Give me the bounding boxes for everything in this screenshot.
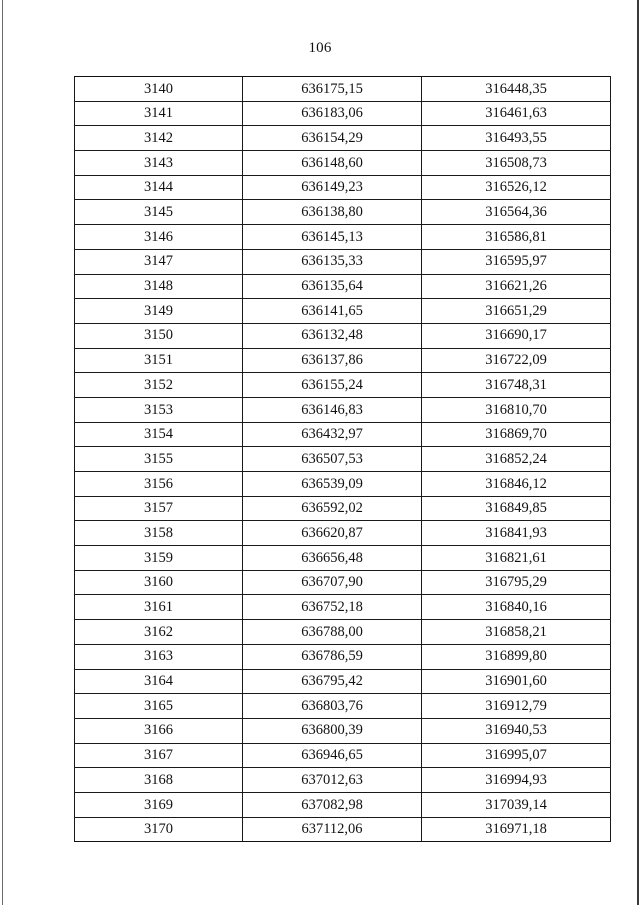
table-row — [75, 570, 611, 595]
table-row — [75, 694, 611, 719]
x-coordinate-cell: 636800,39 — [243, 718, 422, 743]
table-row — [75, 200, 611, 225]
point-number-cell: 3145 — [75, 200, 243, 225]
y-coordinate-cell: 316821,61 — [422, 546, 611, 571]
point-number-cell: 3161 — [75, 595, 243, 620]
point-number-cell: 3167 — [75, 743, 243, 768]
table-row — [75, 669, 611, 694]
table-row — [75, 620, 611, 645]
x-coordinate-cell: 636183,06 — [243, 101, 422, 126]
table-row — [75, 472, 611, 497]
point-number-cell: 3168 — [75, 768, 243, 793]
table-row — [75, 792, 611, 817]
y-coordinate-cell: 316852,24 — [422, 447, 611, 472]
y-coordinate-cell: 316840,16 — [422, 595, 611, 620]
point-number-cell: 3152 — [75, 373, 243, 398]
x-coordinate-cell: 636132,48 — [243, 323, 422, 348]
y-coordinate-cell: 316995,07 — [422, 743, 611, 768]
y-coordinate-cell: 316846,12 — [422, 472, 611, 497]
point-number-cell: 3149 — [75, 299, 243, 324]
point-number-cell: 3150 — [75, 323, 243, 348]
point-number-cell: 3154 — [75, 422, 243, 447]
coordinates-table — [74, 76, 611, 842]
table-row — [75, 743, 611, 768]
point-number-cell: 3163 — [75, 644, 243, 669]
point-number-cell: 3165 — [75, 694, 243, 719]
point-number-cell: 3156 — [75, 472, 243, 497]
y-coordinate-cell: 316526,12 — [422, 175, 611, 200]
point-number-cell: 3162 — [75, 620, 243, 645]
x-coordinate-cell: 636135,64 — [243, 274, 422, 299]
x-coordinate-cell: 636592,02 — [243, 496, 422, 521]
x-coordinate-cell: 636795,42 — [243, 669, 422, 694]
y-coordinate-cell: 316810,70 — [422, 397, 611, 422]
x-coordinate-cell: 636803,76 — [243, 694, 422, 719]
x-coordinate-cell: 636155,24 — [243, 373, 422, 398]
point-number-cell: 3170 — [75, 817, 243, 842]
y-coordinate-cell: 316621,26 — [422, 274, 611, 299]
point-number-cell: 3157 — [75, 496, 243, 521]
y-coordinate-cell: 316841,93 — [422, 521, 611, 546]
point-number-cell: 3159 — [75, 546, 243, 571]
y-coordinate-cell: 316971,18 — [422, 817, 611, 842]
x-coordinate-cell: 636707,90 — [243, 570, 422, 595]
y-coordinate-cell: 316448,35 — [422, 77, 611, 102]
y-coordinate-cell: 316869,70 — [422, 422, 611, 447]
table-row — [75, 546, 611, 571]
coordinates-table-body — [75, 77, 611, 842]
point-number-cell: 3147 — [75, 249, 243, 274]
point-number-cell: 3169 — [75, 792, 243, 817]
table-row — [75, 397, 611, 422]
y-coordinate-cell: 316858,21 — [422, 620, 611, 645]
table-row — [75, 521, 611, 546]
table-row — [75, 126, 611, 151]
x-coordinate-cell: 636137,86 — [243, 348, 422, 373]
page-left-edge — [2, 0, 3, 905]
y-coordinate-cell: 316690,17 — [422, 323, 611, 348]
page-number: 106 — [308, 40, 332, 56]
point-number-cell: 3141 — [75, 101, 243, 126]
y-coordinate-cell: 316586,81 — [422, 225, 611, 250]
y-coordinate-cell: 316722,09 — [422, 348, 611, 373]
y-coordinate-cell: 316595,97 — [422, 249, 611, 274]
x-coordinate-cell: 636788,00 — [243, 620, 422, 645]
y-coordinate-cell: 316912,79 — [422, 694, 611, 719]
table-row — [75, 422, 611, 447]
table-row — [75, 101, 611, 126]
table-row — [75, 77, 611, 102]
x-coordinate-cell: 636539,09 — [243, 472, 422, 497]
x-coordinate-cell: 636507,53 — [243, 447, 422, 472]
y-coordinate-cell: 316508,73 — [422, 151, 611, 176]
table-row — [75, 718, 611, 743]
x-coordinate-cell: 636175,15 — [243, 77, 422, 102]
y-coordinate-cell: 316849,85 — [422, 496, 611, 521]
y-coordinate-cell: 316940,53 — [422, 718, 611, 743]
table-row — [75, 644, 611, 669]
x-coordinate-cell: 637082,98 — [243, 792, 422, 817]
point-number-cell: 3164 — [75, 669, 243, 694]
point-number-cell: 3146 — [75, 225, 243, 250]
point-number-cell: 3142 — [75, 126, 243, 151]
x-coordinate-cell: 636946,65 — [243, 743, 422, 768]
x-coordinate-cell: 636620,87 — [243, 521, 422, 546]
table-row — [75, 595, 611, 620]
y-coordinate-cell: 316651,29 — [422, 299, 611, 324]
y-coordinate-cell: 316461,63 — [422, 101, 611, 126]
table-row — [75, 249, 611, 274]
x-coordinate-cell: 636141,65 — [243, 299, 422, 324]
point-number-cell: 3158 — [75, 521, 243, 546]
x-coordinate-cell: 636145,13 — [243, 225, 422, 250]
table-row — [75, 817, 611, 842]
x-coordinate-cell: 637112,06 — [243, 817, 422, 842]
y-coordinate-cell: 316564,36 — [422, 200, 611, 225]
x-coordinate-cell: 636148,60 — [243, 151, 422, 176]
y-coordinate-cell: 316899,80 — [422, 644, 611, 669]
table-row — [75, 299, 611, 324]
table-row — [75, 496, 611, 521]
x-coordinate-cell: 636149,23 — [243, 175, 422, 200]
x-coordinate-cell: 636154,29 — [243, 126, 422, 151]
point-number-cell: 3166 — [75, 718, 243, 743]
point-number-cell: 3143 — [75, 151, 243, 176]
x-coordinate-cell: 636752,18 — [243, 595, 422, 620]
table-row — [75, 348, 611, 373]
y-coordinate-cell: 316901,60 — [422, 669, 611, 694]
table-row — [75, 373, 611, 398]
y-coordinate-cell: 316795,29 — [422, 570, 611, 595]
y-coordinate-cell: 316994,93 — [422, 768, 611, 793]
page-right-edge — [637, 0, 639, 905]
table-row — [75, 447, 611, 472]
x-coordinate-cell: 636146,83 — [243, 397, 422, 422]
point-number-cell: 3144 — [75, 175, 243, 200]
point-number-cell: 3153 — [75, 397, 243, 422]
table-row — [75, 274, 611, 299]
table-row — [75, 151, 611, 176]
y-coordinate-cell: 316748,31 — [422, 373, 611, 398]
table-row — [75, 175, 611, 200]
point-number-cell: 3155 — [75, 447, 243, 472]
x-coordinate-cell: 636786,59 — [243, 644, 422, 669]
table-row — [75, 323, 611, 348]
point-number-cell: 3160 — [75, 570, 243, 595]
x-coordinate-cell: 637012,63 — [243, 768, 422, 793]
point-number-cell: 3140 — [75, 77, 243, 102]
x-coordinate-cell: 636656,48 — [243, 546, 422, 571]
x-coordinate-cell: 636138,80 — [243, 200, 422, 225]
table-row — [75, 225, 611, 250]
table-row — [75, 768, 611, 793]
point-number-cell: 3148 — [75, 274, 243, 299]
y-coordinate-cell: 317039,14 — [422, 792, 611, 817]
point-number-cell: 3151 — [75, 348, 243, 373]
x-coordinate-cell: 636135,33 — [243, 249, 422, 274]
y-coordinate-cell: 316493,55 — [422, 126, 611, 151]
x-coordinate-cell: 636432,97 — [243, 422, 422, 447]
